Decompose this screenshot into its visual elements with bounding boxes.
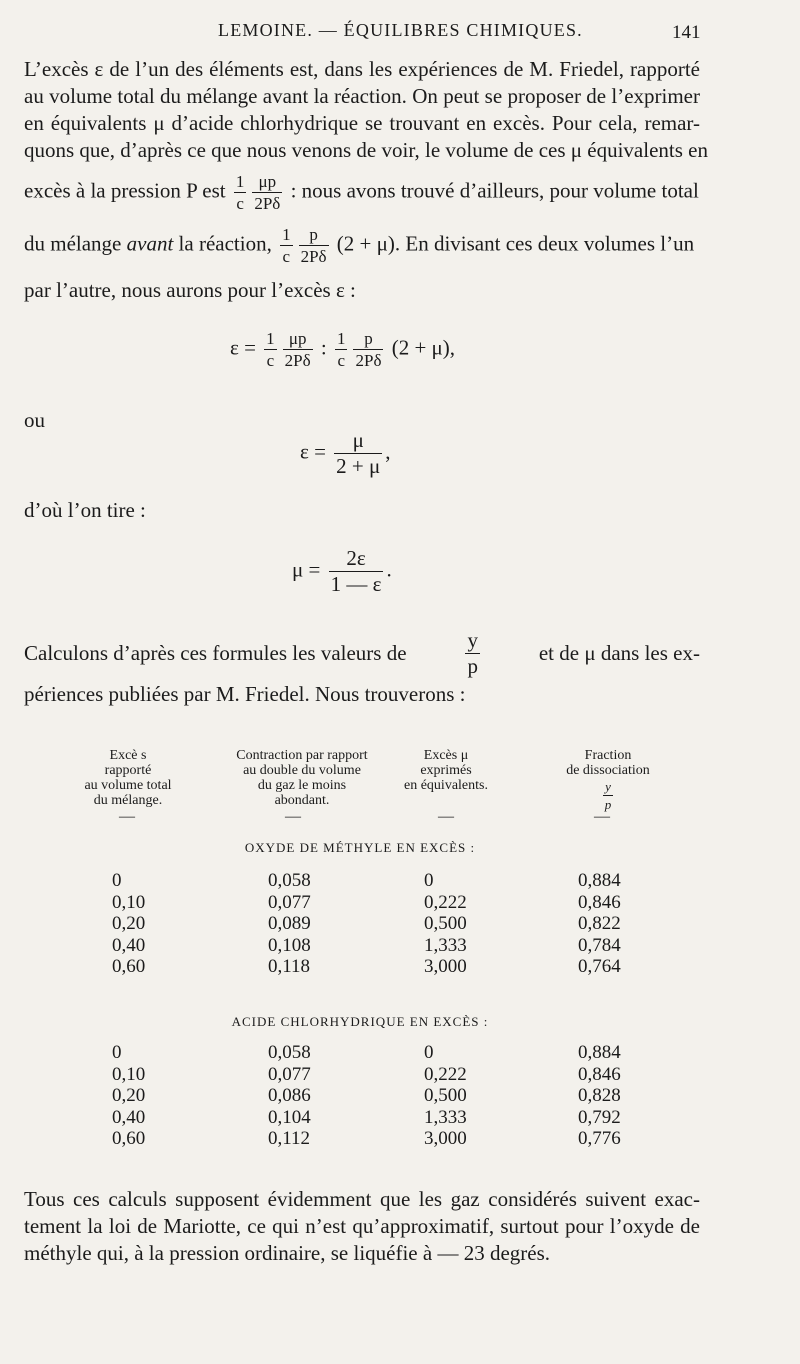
section-title-hydrochloric-acid: ACIDE CHLORHYDRIQUE EN EXCÈS : bbox=[231, 1014, 489, 1029]
fraction-2eps-over-1-minus-eps: $\frac{2\varepsilon}{1 — \varepsilon}$ bbox=[330, 546, 382, 596]
column-separator-dash: — bbox=[594, 808, 610, 825]
table-cell: 0,500 bbox=[424, 913, 467, 934]
page-number: 141 bbox=[672, 22, 701, 43]
table-cell: 0 bbox=[424, 870, 434, 891]
text-line-with-fraction: Calculons d’après ces formules les valeurs de $\frac{y}{p}$ et de μ dans les ex- bbox=[24, 628, 700, 678]
text-line: quons que, d’après ce que nous venons de voir, le volume de ces μ équivalents en bbox=[24, 138, 708, 162]
table-cell: 0,222 bbox=[424, 891, 467, 913]
text-line: Tous ces calculs supposent évidemment que les gaz considérés suivent exac- bbox=[24, 1187, 700, 1211]
paragraph-mariotte-note bbox=[24, 1186, 700, 1267]
table-cell: 1,333 bbox=[424, 1106, 467, 1128]
table-cell: 0,500 bbox=[424, 1085, 467, 1106]
section-title-methyl-oxide: OXYDE DE MÉTHYLE EN EXCÈS : bbox=[244, 840, 476, 855]
table-cell: 0,058 bbox=[268, 1042, 311, 1063]
table-cell: 0,60 bbox=[112, 1128, 146, 1149]
text-line: en équivalents μ d’acide chlorhydrique se trouvant en excès. Pour cela, remar- bbox=[24, 111, 700, 135]
text-line-with-fraction: du mélange avant la réaction, $\frac{1}{c}$ $\frac{p}{2P\delta}$ (2 + μ). En divisant ces deux volumes l’un bbox=[24, 225, 695, 266]
table-cell: 0,222 bbox=[424, 1063, 467, 1085]
fraction-mup-over-2pdelta: $\frac{\mu p}{2P\delta}$ bbox=[284, 329, 311, 370]
table-cell: 1,333 bbox=[424, 934, 467, 956]
column-separator-dash: — bbox=[438, 808, 454, 825]
text-line-with-fraction: excès à la pression P est $\frac{1}{c}$ $\frac{\mu p}{2P\delta}$ : nous avons trouvé d’ailleurs, pour volume total bbox=[24, 172, 699, 213]
table-cell: 0,776 bbox=[578, 1128, 621, 1149]
table-cell: 0,792 bbox=[578, 1106, 621, 1128]
table-cell: 0,086 bbox=[268, 1085, 311, 1106]
table-cell: 0,846 bbox=[578, 1063, 621, 1085]
fraction-one-over-c: $\frac{1}{c}$ bbox=[336, 329, 346, 370]
formula-mu-epsilon: μ = $\frac{2\varepsilon}{1 — \varepsilon}$ . bbox=[292, 546, 392, 596]
column-separator-dash: — bbox=[119, 808, 135, 825]
table-cell: 0,089 bbox=[268, 913, 311, 934]
text-line: L’excès ε de l’un des éléments est, dans les expériences de M. Friedel, rapporté bbox=[24, 57, 700, 81]
table-cell: 0,10 bbox=[112, 891, 146, 913]
column-separator-dash: — bbox=[285, 808, 301, 825]
table-cell: 0,104 bbox=[268, 1106, 311, 1128]
table-cell: 0,884 bbox=[578, 1042, 621, 1063]
word-ou: ou bbox=[24, 408, 45, 432]
text-line: au volume total du mélange avant la réaction. On peut se proposer de l’exprimer bbox=[24, 84, 700, 108]
fraction-one-over-c: $\frac{1}{c}$ bbox=[266, 329, 275, 370]
table-cell: 0,828 bbox=[578, 1085, 621, 1106]
table-cell: 0,10 bbox=[112, 1063, 146, 1085]
fraction-y-over-p: $\frac{y}{p}$ bbox=[467, 628, 478, 678]
table-cell: 0,884 bbox=[578, 870, 621, 891]
text-line: tement la loi de Mariotte, ce qui n’est qu’approximatif, surtout pour l’oxyde de bbox=[24, 1214, 700, 1238]
word-dou-lon-tire: d’où l’on tire : bbox=[24, 498, 146, 522]
column-header-excess: Excè s rapporté au volume total du mélange. bbox=[84, 748, 172, 808]
table-cell: 3,000 bbox=[424, 1128, 467, 1149]
table-cell: 0,112 bbox=[268, 1128, 311, 1149]
inline-fraction-one-over-c: $\frac{1}{c}$ bbox=[282, 225, 291, 266]
fraction-p-over-2pdelta: $\frac{p}{2P\delta}$ bbox=[355, 329, 382, 370]
table-cell: 0 bbox=[112, 1042, 122, 1063]
table-cell: 0,784 bbox=[578, 934, 621, 956]
table-cell: 0,822 bbox=[578, 913, 621, 934]
table-cell: 0,077 bbox=[268, 1063, 311, 1085]
formula-epsilon-mu: ε = $\frac{\mu}{2 + \mu}$ , bbox=[300, 428, 391, 478]
inline-fraction-p-over-2pdelta: $\frac{p}{2P\delta}$ bbox=[300, 225, 327, 266]
column-header-excess-mu: Excès μ exprimés en équivalents. bbox=[404, 748, 488, 793]
running-title: LEMOINE. — ÉQUILIBRES CHIMIQUES. bbox=[218, 20, 583, 40]
inline-fraction-one-over-c: $\frac{1}{c}$ bbox=[235, 172, 245, 213]
running-header bbox=[0, 20, 800, 46]
paragraph-calculation bbox=[24, 630, 700, 708]
table-cell: 0 bbox=[424, 1042, 434, 1063]
table-cell: 0,077 bbox=[268, 891, 311, 913]
table-cell: 0,058 bbox=[268, 870, 311, 891]
table-cell: 0,40 bbox=[112, 934, 146, 956]
text-line: par l’autre, nous aurons pour l’excès ε : bbox=[24, 278, 356, 302]
column-header-contraction: Contraction par rapport au double du volume du gaz le moins abondant. bbox=[236, 748, 368, 808]
inline-fraction-mup-over-2pdelta: $\frac{\mu p}{2P\delta}$ bbox=[254, 172, 281, 213]
formula-epsilon: ε = $\frac{1}{c}$ $\frac{\mu p}{2P\delta}$ : $\frac{1}{c}$ $\frac{p}{2P\delta}$ (2 + μ), bbox=[230, 329, 456, 370]
table-cell: 0,108 bbox=[268, 934, 311, 956]
table-cell: 0,118 bbox=[268, 956, 311, 977]
text-line: méthyle qui, à la pression ordinaire, se liquéfie à — 23 degrés. bbox=[24, 1241, 551, 1265]
column-header-dissociation: Fraction de dissociation $\frac{y}{p}$ bbox=[566, 748, 650, 812]
table-cell: 0,20 bbox=[112, 1085, 146, 1106]
fraction-mu-over-2-plus-mu: $\frac{\mu}{2 + \mu}$ bbox=[336, 428, 381, 478]
table-cell: 3,000 bbox=[424, 956, 467, 977]
paragraph-excess-definition bbox=[24, 56, 708, 304]
table-cell: 0 bbox=[112, 870, 122, 891]
fraction-y-over-p: $\frac{y}{p}$ bbox=[604, 779, 612, 812]
table-cell: 0,60 bbox=[112, 956, 146, 977]
table-cell: 0,40 bbox=[112, 1106, 146, 1128]
table-cell: 0,764 bbox=[578, 956, 621, 977]
table-cell: 0,846 bbox=[578, 891, 621, 913]
text-line: périences publiées par M. Friedel. Nous trouverons : bbox=[24, 682, 466, 706]
table-cell: 0,20 bbox=[112, 913, 146, 934]
